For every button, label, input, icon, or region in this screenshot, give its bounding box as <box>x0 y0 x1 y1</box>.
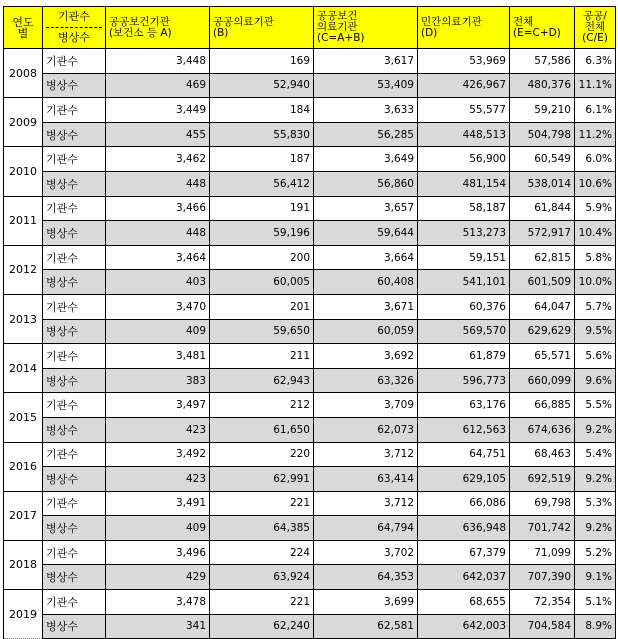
row-label-beds: 병상수 <box>43 319 106 344</box>
cell-beds-ratio: 11.2% <box>575 122 616 147</box>
cell-beds-public-health: 383 <box>106 368 210 393</box>
cell-beds-public-medical: 62,240 <box>210 614 314 639</box>
row-label-institutions: 기관수 <box>43 196 106 221</box>
cell-beds-public-total: 56,285 <box>314 122 418 147</box>
cell-institutions-public-health: 3,449 <box>106 98 210 123</box>
cell-beds-public-medical: 61,650 <box>210 417 314 442</box>
cell-beds-public-health: 448 <box>106 171 210 196</box>
header-kind-institutions: 기관수 <box>46 7 102 28</box>
cell-institutions-public-health: 3,491 <box>106 491 210 516</box>
cell-beds-private-medical: 612,563 <box>418 417 510 442</box>
cell-institutions-ratio: 5.3% <box>575 491 616 516</box>
cell-institutions-private-medical: 61,879 <box>418 344 510 369</box>
header-public-medical-line1: 공공의료기관 <box>213 15 274 28</box>
cell-institutions-public-total: 3,712 <box>314 442 418 467</box>
row-label-beds: 병상수 <box>43 516 106 541</box>
cell-institutions-private-medical: 58,187 <box>418 196 510 221</box>
header-private-medical <box>418 7 510 49</box>
cell-institutions-public-medical: 211 <box>210 344 314 369</box>
year-cell: 2017 <box>4 491 43 540</box>
table-row-beds <box>4 614 616 639</box>
cell-beds-public-total: 62,581 <box>314 614 418 639</box>
year-cell: 2010 <box>4 147 43 196</box>
header-year-line1: 연도 <box>12 15 34 29</box>
year-cell: 2014 <box>4 344 43 393</box>
header-public-health-line2: (보건소 등 A) <box>109 26 172 39</box>
cell-beds-public-medical: 59,196 <box>210 221 314 246</box>
cell-institutions-ratio: 6.0% <box>575 147 616 172</box>
table-row-institutions <box>4 344 616 369</box>
cell-beds-ratio: 9.1% <box>575 565 616 590</box>
year-cell: 2009 <box>4 98 43 147</box>
cell-beds-private-medical: 569,570 <box>418 319 510 344</box>
header-total-line1: 전체 <box>513 15 534 28</box>
cell-institutions-public-health: 3,470 <box>106 294 210 319</box>
cell-beds-public-total: 64,353 <box>314 565 418 590</box>
year-cell: 2013 <box>4 294 43 343</box>
year-cell: 2019 <box>4 590 43 639</box>
cell-beds-ratio: 10.0% <box>575 270 616 295</box>
cell-institutions-private-medical: 68,655 <box>418 590 510 615</box>
row-label-institutions: 기관수 <box>43 344 106 369</box>
cell-institutions-public-health: 3,496 <box>106 540 210 565</box>
cell-institutions-public-medical: 169 <box>210 49 314 74</box>
cell-institutions-public-total: 3,699 <box>314 590 418 615</box>
cell-institutions-private-medical: 56,900 <box>418 147 510 172</box>
table-row-beds <box>4 73 616 98</box>
cell-institutions-public-medical: 200 <box>210 245 314 270</box>
header-public-total-line1: 공공보건 <box>317 10 358 22</box>
year-cell: 2015 <box>4 393 43 442</box>
cell-beds-public-health: 469 <box>106 73 210 98</box>
table-row-institutions <box>4 491 616 516</box>
cell-institutions-public-health: 3,478 <box>106 590 210 615</box>
row-label-institutions: 기관수 <box>43 98 106 123</box>
cell-beds-private-medical: 642,037 <box>418 565 510 590</box>
cell-beds-total: 504,798 <box>510 122 575 147</box>
cell-beds-public-medical: 62,943 <box>210 368 314 393</box>
cell-beds-public-health: 455 <box>106 122 210 147</box>
cell-institutions-public-medical: 224 <box>210 540 314 565</box>
cell-institutions-total: 60,549 <box>510 147 575 172</box>
hospital-statistics-table <box>3 6 616 639</box>
table-row-institutions <box>4 196 616 221</box>
cell-institutions-public-total: 3,617 <box>314 49 418 74</box>
table-body <box>4 49 616 639</box>
row-label-beds: 병상수 <box>43 417 106 442</box>
cell-beds-public-health: 429 <box>106 565 210 590</box>
table-row-beds <box>4 467 616 492</box>
cell-institutions-public-total: 3,671 <box>314 294 418 319</box>
cell-beds-private-medical: 481,154 <box>418 171 510 196</box>
cell-beds-total: 674,636 <box>510 417 575 442</box>
cell-beds-total: 707,390 <box>510 565 575 590</box>
cell-institutions-public-total: 3,664 <box>314 245 418 270</box>
cell-beds-public-health: 448 <box>106 221 210 246</box>
year-cell: 2016 <box>4 442 43 491</box>
table-row-institutions <box>4 245 616 270</box>
cell-institutions-ratio: 5.2% <box>575 540 616 565</box>
cell-beds-total: 601,509 <box>510 270 575 295</box>
cell-institutions-total: 65,571 <box>510 344 575 369</box>
row-label-beds: 병상수 <box>43 467 106 492</box>
table-row-institutions <box>4 49 616 74</box>
cell-beds-public-health: 403 <box>106 270 210 295</box>
cell-beds-public-total: 60,408 <box>314 270 418 295</box>
cell-beds-total: 629,629 <box>510 319 575 344</box>
cell-beds-ratio: 9.2% <box>575 417 616 442</box>
cell-institutions-total: 57,586 <box>510 49 575 74</box>
cell-beds-public-total: 59,644 <box>314 221 418 246</box>
table-row-beds <box>4 270 616 295</box>
cell-institutions-ratio: 6.1% <box>575 98 616 123</box>
table-row-institutions <box>4 98 616 123</box>
cell-beds-private-medical: 448,513 <box>418 122 510 147</box>
cell-beds-public-total: 62,073 <box>314 417 418 442</box>
cell-beds-total: 692,519 <box>510 467 575 492</box>
cell-beds-ratio: 8.9% <box>575 614 616 639</box>
cell-institutions-ratio: 5.7% <box>575 294 616 319</box>
cell-beds-public-health: 341 <box>106 614 210 639</box>
cell-beds-ratio: 10.6% <box>575 171 616 196</box>
table-row-beds <box>4 319 616 344</box>
header-ratio <box>575 7 616 49</box>
table-row-institutions <box>4 393 616 418</box>
table-row-institutions <box>4 442 616 467</box>
cell-institutions-public-total: 3,649 <box>314 147 418 172</box>
cell-institutions-private-medical: 64,751 <box>418 442 510 467</box>
row-label-institutions: 기관수 <box>43 442 106 467</box>
cell-beds-total: 538,014 <box>510 171 575 196</box>
row-label-institutions: 기관수 <box>43 590 106 615</box>
cell-beds-total: 704,584 <box>510 614 575 639</box>
cell-institutions-public-total: 3,709 <box>314 393 418 418</box>
row-label-institutions: 기관수 <box>43 491 106 516</box>
header-private-medical-line2: (D) <box>421 26 438 39</box>
cell-institutions-total: 68,463 <box>510 442 575 467</box>
cell-beds-total: 572,917 <box>510 221 575 246</box>
cell-institutions-private-medical: 66,086 <box>418 491 510 516</box>
cell-institutions-public-health: 3,481 <box>106 344 210 369</box>
header-private-medical-line1: 민간의료기관 <box>421 15 482 28</box>
cell-institutions-ratio: 5.9% <box>575 196 616 221</box>
row-label-beds: 병상수 <box>43 122 106 147</box>
cell-institutions-total: 61,844 <box>510 196 575 221</box>
table-row-beds <box>4 565 616 590</box>
cell-beds-private-medical: 426,967 <box>418 73 510 98</box>
header-year-line2: 별 <box>17 26 29 40</box>
cell-beds-public-total: 56,860 <box>314 171 418 196</box>
cell-institutions-public-health: 3,464 <box>106 245 210 270</box>
row-label-beds: 병상수 <box>43 270 106 295</box>
cell-beds-public-total: 63,326 <box>314 368 418 393</box>
header-ratio-line1: 공공/ <box>583 10 607 22</box>
year-cell: 2008 <box>4 49 43 98</box>
cell-beds-public-medical: 60,005 <box>210 270 314 295</box>
cell-institutions-ratio: 5.8% <box>575 245 616 270</box>
header-row <box>4 7 616 49</box>
cell-institutions-total: 71,099 <box>510 540 575 565</box>
cell-beds-public-health: 409 <box>106 516 210 541</box>
cell-beds-public-medical: 63,924 <box>210 565 314 590</box>
cell-beds-ratio: 10.4% <box>575 221 616 246</box>
header-total-line2: (E=C+D) <box>513 26 561 39</box>
cell-institutions-ratio: 5.1% <box>575 590 616 615</box>
cell-institutions-public-total: 3,702 <box>314 540 418 565</box>
table-row-institutions <box>4 590 616 615</box>
header-year <box>4 7 43 49</box>
cell-beds-ratio: 9.6% <box>575 368 616 393</box>
cell-institutions-public-medical: 184 <box>210 98 314 123</box>
row-label-institutions: 기관수 <box>43 49 106 74</box>
table-row-beds <box>4 122 616 147</box>
cell-institutions-public-medical: 221 <box>210 491 314 516</box>
cell-beds-private-medical: 541,101 <box>418 270 510 295</box>
row-label-institutions: 기관수 <box>43 147 106 172</box>
cell-institutions-public-health: 3,448 <box>106 49 210 74</box>
cell-beds-private-medical: 636,948 <box>418 516 510 541</box>
header-public-medical-line2: (B) <box>213 26 229 39</box>
cell-beds-total: 701,742 <box>510 516 575 541</box>
year-cell: 2012 <box>4 245 43 294</box>
header-public-medical <box>210 7 314 49</box>
cell-institutions-public-health: 3,466 <box>106 196 210 221</box>
header-kind <box>43 7 106 49</box>
cell-institutions-ratio: 6.3% <box>575 49 616 74</box>
table-row-beds <box>4 516 616 541</box>
cell-beds-public-medical: 64,385 <box>210 516 314 541</box>
header-total <box>510 7 575 49</box>
row-label-beds: 병상수 <box>43 614 106 639</box>
cell-beds-public-medical: 56,412 <box>210 171 314 196</box>
cell-beds-public-total: 64,794 <box>314 516 418 541</box>
cell-beds-public-health: 423 <box>106 417 210 442</box>
cell-institutions-public-medical: 212 <box>210 393 314 418</box>
cell-beds-public-medical: 55,830 <box>210 122 314 147</box>
cell-beds-ratio: 11.1% <box>575 73 616 98</box>
cell-institutions-public-medical: 201 <box>210 294 314 319</box>
row-label-institutions: 기관수 <box>43 294 106 319</box>
header-kind-beds: 병상수 <box>58 31 90 44</box>
cell-beds-public-total: 60,059 <box>314 319 418 344</box>
cell-institutions-public-health: 3,497 <box>106 393 210 418</box>
row-label-institutions: 기관수 <box>43 393 106 418</box>
cell-institutions-public-total: 3,692 <box>314 344 418 369</box>
row-label-beds: 병상수 <box>43 171 106 196</box>
table-row-beds <box>4 368 616 393</box>
cell-institutions-public-medical: 221 <box>210 590 314 615</box>
cell-beds-ratio: 9.2% <box>575 516 616 541</box>
cell-beds-public-total: 53,409 <box>314 73 418 98</box>
cell-beds-total: 480,376 <box>510 73 575 98</box>
cell-institutions-total: 62,815 <box>510 245 575 270</box>
cell-institutions-ratio: 5.4% <box>575 442 616 467</box>
cell-institutions-private-medical: 59,151 <box>418 245 510 270</box>
cell-beds-public-health: 409 <box>106 319 210 344</box>
cell-beds-public-medical: 59,650 <box>210 319 314 344</box>
cell-institutions-private-medical: 55,577 <box>418 98 510 123</box>
row-label-institutions: 기관수 <box>43 540 106 565</box>
cell-beds-ratio: 9.5% <box>575 319 616 344</box>
cell-beds-private-medical: 513,273 <box>418 221 510 246</box>
cell-beds-public-total: 63,414 <box>314 467 418 492</box>
header-public-total <box>314 7 418 49</box>
cell-institutions-public-total: 3,712 <box>314 491 418 516</box>
cell-institutions-public-medical: 191 <box>210 196 314 221</box>
cell-beds-public-medical: 52,940 <box>210 73 314 98</box>
cell-institutions-public-medical: 187 <box>210 147 314 172</box>
cell-institutions-total: 69,798 <box>510 491 575 516</box>
header-public-total-line3: (C=A+B) <box>317 32 365 44</box>
row-label-beds: 병상수 <box>43 565 106 590</box>
cell-beds-public-medical: 62,991 <box>210 467 314 492</box>
cell-institutions-total: 72,354 <box>510 590 575 615</box>
cell-institutions-private-medical: 60,376 <box>418 294 510 319</box>
cell-beds-private-medical: 642,003 <box>418 614 510 639</box>
cell-institutions-public-medical: 220 <box>210 442 314 467</box>
year-cell: 2018 <box>4 540 43 589</box>
cell-institutions-ratio: 5.6% <box>575 344 616 369</box>
cell-beds-private-medical: 596,773 <box>418 368 510 393</box>
cell-institutions-total: 59,210 <box>510 98 575 123</box>
header-ratio-line3: (C/E) <box>582 32 608 44</box>
table-row-beds <box>4 171 616 196</box>
header-public-health-line1: 공공보건기관 <box>109 15 170 28</box>
table-row-beds <box>4 417 616 442</box>
row-label-beds: 병상수 <box>43 221 106 246</box>
row-label-beds: 병상수 <box>43 73 106 98</box>
cell-beds-private-medical: 629,105 <box>418 467 510 492</box>
header-ratio-line2: 전체 <box>584 21 606 33</box>
year-cell: 2011 <box>4 196 43 245</box>
cell-institutions-public-total: 3,657 <box>314 196 418 221</box>
cell-institutions-private-medical: 63,176 <box>418 393 510 418</box>
table-row-institutions <box>4 294 616 319</box>
cell-institutions-public-health: 3,462 <box>106 147 210 172</box>
table-row-institutions <box>4 147 616 172</box>
cell-institutions-private-medical: 67,379 <box>418 540 510 565</box>
row-label-institutions: 기관수 <box>43 245 106 270</box>
cell-beds-total: 660,099 <box>510 368 575 393</box>
cell-institutions-public-total: 3,633 <box>314 98 418 123</box>
cell-beds-public-health: 423 <box>106 467 210 492</box>
header-public-total-line2: 의료기관 <box>317 21 358 33</box>
table-row-institutions <box>4 540 616 565</box>
cell-institutions-total: 66,885 <box>510 393 575 418</box>
table-row-beds <box>4 221 616 246</box>
cell-institutions-total: 64,047 <box>510 294 575 319</box>
cell-institutions-private-medical: 53,969 <box>418 49 510 74</box>
row-label-beds: 병상수 <box>43 368 106 393</box>
header-public-health <box>106 7 210 49</box>
cell-beds-ratio: 9.2% <box>575 467 616 492</box>
cell-institutions-ratio: 5.5% <box>575 393 616 418</box>
cell-institutions-public-health: 3,492 <box>106 442 210 467</box>
